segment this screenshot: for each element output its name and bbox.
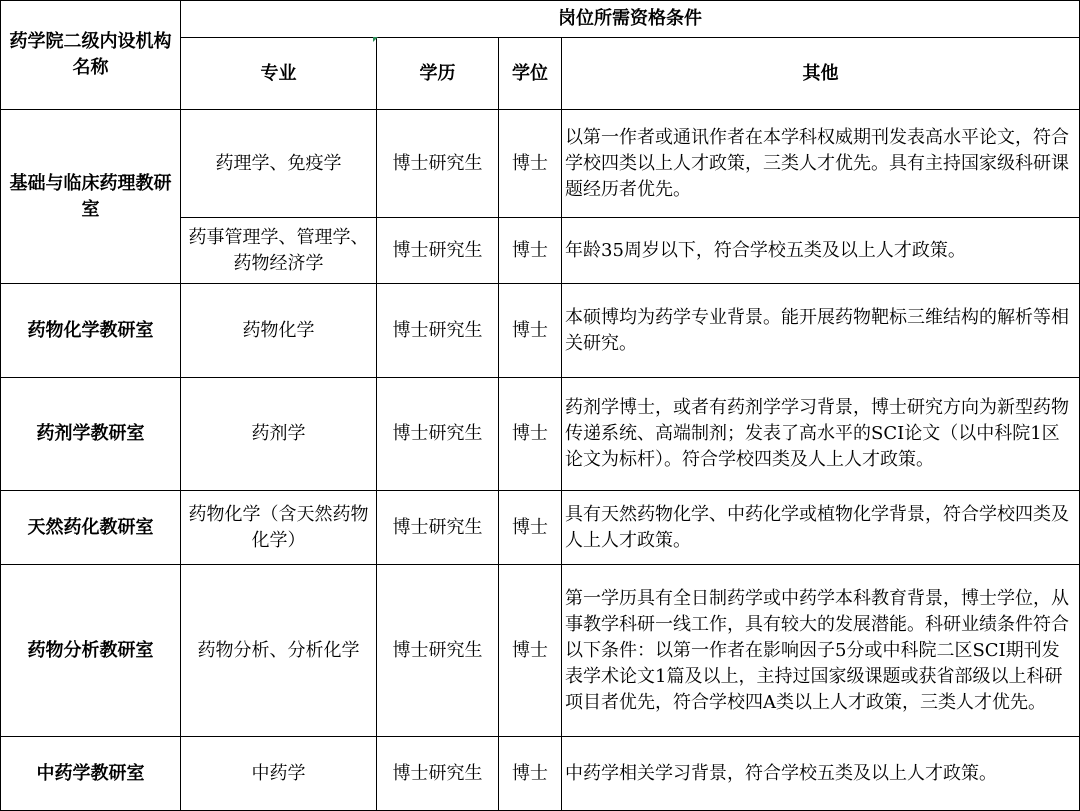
org-name-header: 药学院二级内设机构名称 xyxy=(1,1,181,110)
major-cell: 中药学 xyxy=(181,737,377,811)
major-cell: 药物分析、分析化学 xyxy=(181,565,377,737)
major-cell: 药事管理学、管理学、药物经济学 xyxy=(181,218,377,284)
cell-comment-marker xyxy=(373,37,378,42)
table-row xyxy=(1,565,1080,737)
degree-cell: 博士 xyxy=(499,737,562,811)
other-cell: 具有天然药物化学、中药化学或植物化学背景，符合学校四类及人上人才政策。 xyxy=(562,491,1080,565)
other-header: 其他 xyxy=(562,38,1080,110)
education-cell: 博士研究生 xyxy=(377,218,499,284)
other-cell: 中药学相关学习背景，符合学校五类及以上人才政策。 xyxy=(562,737,1080,811)
other-cell: 年龄35周岁以下，符合学校五类及以上人才政策。 xyxy=(562,218,1080,284)
table-row xyxy=(1,110,1080,218)
other-cell: 本硕博均为药学专业背景。能开展药物靶标三维结构的解析等相关研究。 xyxy=(562,284,1080,378)
education-cell: 博士研究生 xyxy=(377,378,499,491)
table-row xyxy=(1,284,1080,378)
org-cell: 中药学教研室 xyxy=(1,737,181,811)
major-cell: 药剂学 xyxy=(181,378,377,491)
education-cell: 博士研究生 xyxy=(377,565,499,737)
degree-cell: 博士 xyxy=(499,378,562,491)
degree-cell: 博士 xyxy=(499,565,562,737)
education-cell: 博士研究生 xyxy=(377,284,499,378)
degree-cell: 博士 xyxy=(499,284,562,378)
degree-header: 学位 xyxy=(499,38,562,110)
education-cell: 博士研究生 xyxy=(377,491,499,565)
education-cell: 博士研究生 xyxy=(377,110,499,218)
degree-cell: 博士 xyxy=(499,491,562,565)
other-cell: 第一学历具有全日制药学或中药学本科教育背景，博士学位，从事教学科研一线工作，具有较大的发展潜能。科研业绩条件符合以下条件：以第一作者在影响因子5分或中科院二区SCI期刊发表学术论文1篇及以上，主持过国家级课题或获省部级以上科研项目者优先，符合学校四A类以上人才政策，三类人才优先。 xyxy=(562,565,1080,737)
degree-cell: 博士 xyxy=(499,110,562,218)
org-cell: 药剂学教研室 xyxy=(1,378,181,491)
org-cell: 天然药化教研室 xyxy=(1,491,181,565)
major-cell: 药物化学（含天然药物化学） xyxy=(181,491,377,565)
major-cell: 药物化学 xyxy=(181,284,377,378)
table-row xyxy=(1,737,1080,811)
org-cell: 基础与临床药理教研室 xyxy=(1,110,181,284)
table-row xyxy=(1,491,1080,565)
education-header: 学历 xyxy=(377,38,499,110)
major-header: 专业 xyxy=(181,38,377,110)
org-cell: 药物化学教研室 xyxy=(1,284,181,378)
education-cell: 博士研究生 xyxy=(377,737,499,811)
table-row xyxy=(1,378,1080,491)
degree-cell: 博士 xyxy=(499,218,562,284)
other-cell: 以第一作者或通讯作者在本学科权威期刊发表高水平论文，符合学校四类以上人才政策，三类人才优先。具有主持国家级科研课题经历者优先。 xyxy=(562,110,1080,218)
major-cell: 药理学、免疫学 xyxy=(181,110,377,218)
org-cell: 药物分析教研室 xyxy=(1,565,181,737)
other-cell: 药剂学博士，或者有药剂学学习背景，博士研究方向为新型药物传递系统、高端制剂；发表了高水平的SCI论文（以中科院1区论文为标杆）。符合学校四类及人上人才政策。 xyxy=(562,378,1080,491)
qualification-group-header: 岗位所需资格条件 xyxy=(181,1,1080,38)
